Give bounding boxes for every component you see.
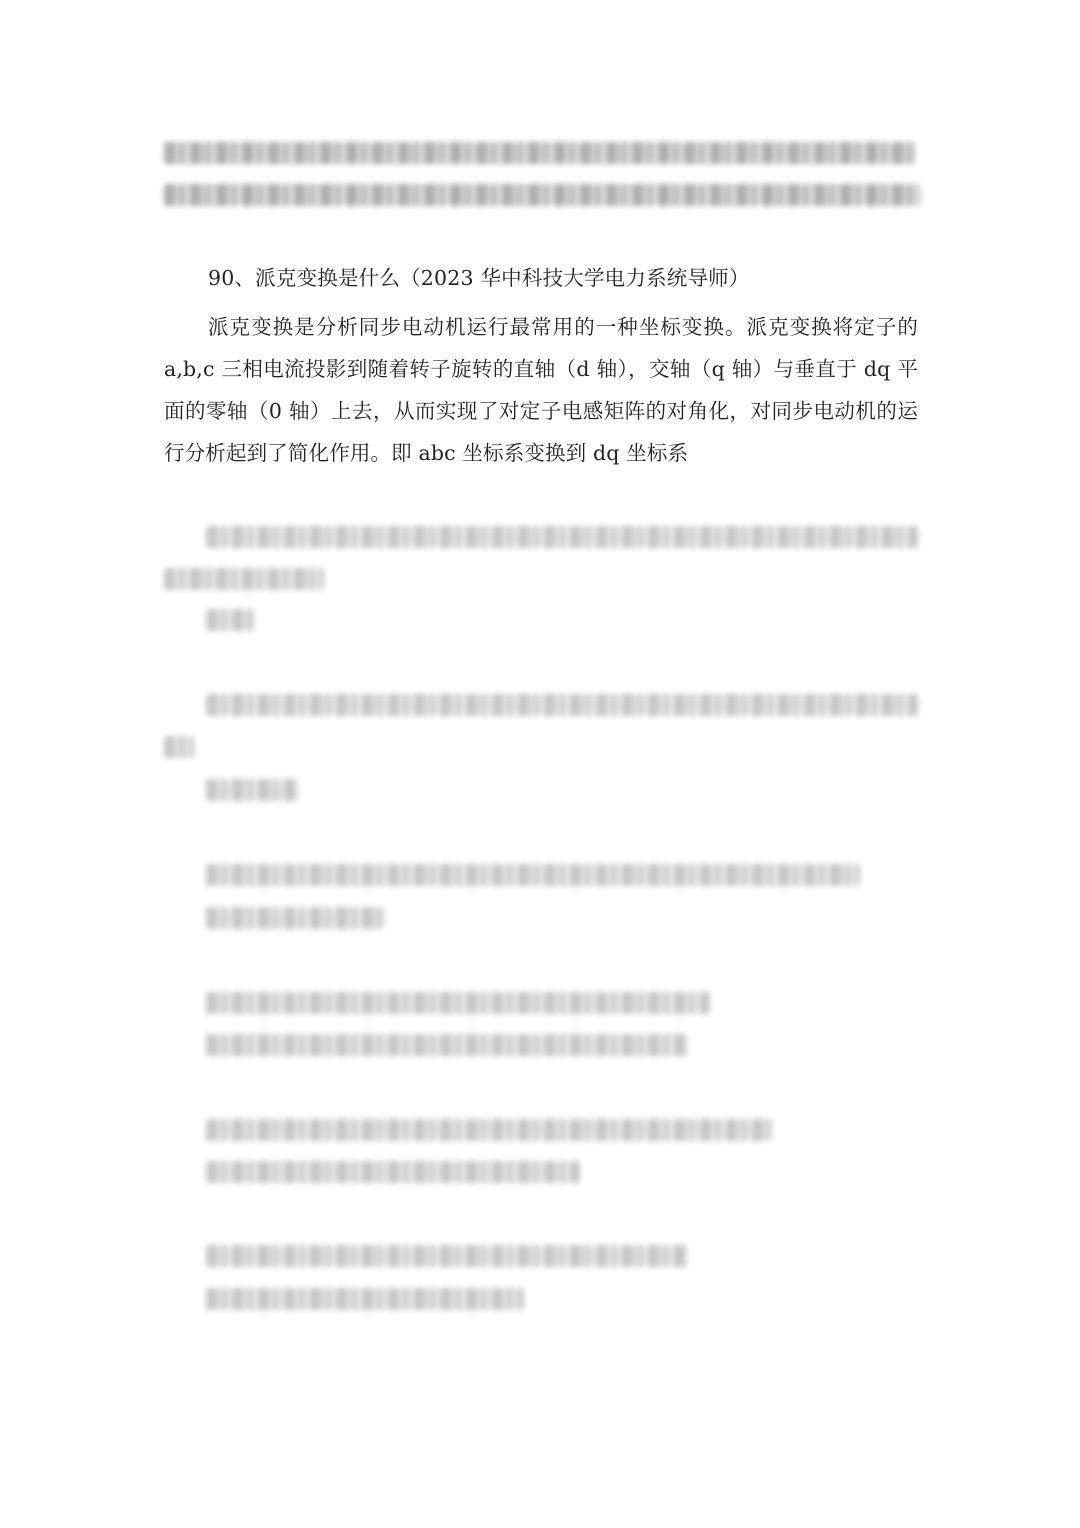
blurred-text-line [206, 1034, 688, 1056]
question-title: 90、派克变换是什么（2023 华中科技大学电力系统导师） [208, 266, 750, 290]
blurred-text-line [164, 568, 324, 590]
blurred-text-line [206, 609, 254, 631]
blurred-text-line [206, 907, 384, 929]
question-answer: 派克变换是分析同步电动机运行最常用的一种坐标变换。派克变换将定子的 a,b,c 三相电流投影到随着转子旋转的直轴（d 轴），交轴（q 轴）与垂直于 dq 平面的零轴（0 轴）上去，从而实现了对定子电感矩阵的对角化，对同步电动机的运行分析起到了简化作用。即 abc 坐标系变换到 dq 坐标系 [164, 315, 918, 465]
blurred-text-line [206, 1245, 688, 1267]
blurred-text-line [206, 779, 298, 801]
blurred-text-line [164, 184, 920, 206]
blurred-text-line [206, 1161, 580, 1183]
blurred-text-line [164, 142, 916, 164]
blurred-text-line [206, 694, 918, 716]
blurred-text-line [206, 526, 918, 548]
blurred-text-line [206, 1119, 772, 1141]
blurred-text-line [206, 1288, 524, 1310]
blurred-text-line [206, 864, 860, 886]
blurred-text-line [206, 992, 710, 1014]
blurred-text-line [164, 736, 194, 758]
